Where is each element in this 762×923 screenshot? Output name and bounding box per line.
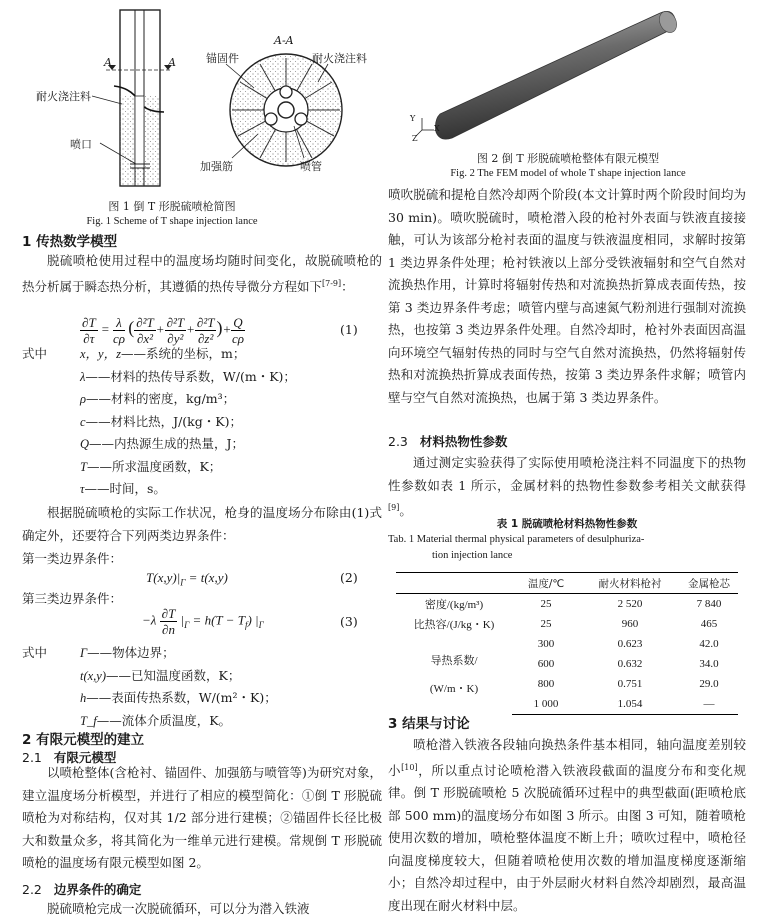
fig1-refractory2-label: 耐火浇注料 <box>312 52 367 65</box>
fig2-axis-x: X <box>434 124 440 133</box>
subsection-2-2-heading: 2.2 边界条件的确定 <box>22 882 142 897</box>
where-label-2: 式中 <box>22 645 48 660</box>
definition-item: ρ——材料的密度，kg/m³； <box>80 391 236 406</box>
table-row: 导热系数/ (W/m・K) 300 0.623 42.0 <box>396 634 738 654</box>
bc1-label: 第一类边界条件： <box>22 551 123 566</box>
table-row: 600 0.632 34.0 <box>537 658 719 670</box>
table-row: 800 0.751 29.0 <box>537 678 719 690</box>
definition-item: T——所求温度函数，K； <box>80 458 222 474</box>
definition-item: τ——时间，s。 <box>80 481 166 496</box>
fig1-rib-label: 加强筋 <box>200 160 233 173</box>
table-row: 密度/(kg/m³) 25 2 520 7 840 <box>424 598 722 611</box>
fig1-section-title: A-A <box>274 34 294 47</box>
subsection-2-2-paragraph-start: 脱硫喷枪完成一次脱硫循环，可以分为潜入铁液 <box>47 901 310 916</box>
subsection-2-3-paragraph: 通过测定实验获得了实际使用喷枪浇注料不同温度下的热物性参数如表 1 所示，金属材料的热物性参数参考相关文献获得[9]。 <box>388 455 746 519</box>
fig1-anchor-label: 锚固件 <box>206 52 239 65</box>
definition-item: c——材料比热，J/(kg・K)； <box>80 413 242 429</box>
definition-item: h——表面传热系数，W/(m²・K)； <box>80 690 277 705</box>
symbol-definitions-2 <box>80 642 380 732</box>
table-1-title-en-2: tion injection lance <box>432 550 513 561</box>
equation-2-number: (2) <box>340 570 358 585</box>
subsection-2-3-heading: 2.3 材料热物性参数 <box>388 434 508 449</box>
table-row: 1 000 1.054 — <box>396 694 738 715</box>
definition-item: t(x,y)——已知温度函数，K； <box>80 667 241 683</box>
equation-2: $T(x,y)|_\Gamma = t(x,y)$ <box>146 570 228 588</box>
table-1-title-en-1: Tab. 1 Material thermal physical parameters of desulphuriza- <box>388 534 645 545</box>
definition-item: λ——材料的热传导系数，W/(m・K)； <box>80 368 296 384</box>
fig2-caption-cn: 图 2 倒 T 形脱硫喷枪整体有限元模型 <box>476 152 660 165</box>
fig1-caption-en: Fig. 1 Scheme of T shape injection lance <box>86 216 258 227</box>
table-row: 比热容/(J/kg・K) 25 960 465 <box>413 618 718 631</box>
subsection-2-1-paragraph: 以喷枪整体(含枪衬、锚固件、加强筋与喷管等)为研究对象，建立温度场分析模型，并进行了相应的模型简化：①倒 T 形脱硫喷枪为对称结构，仅对其 1/2 部分进行建模；②锚固件长径比极大和数量众多，将其简化为一维单元进行建模。常规倒 T 形脱硫喷枪的温度场有限元模型如图 2。 <box>22 765 382 870</box>
table-1-title-cn: 表 1 脱硫喷枪材料热物性参数 <box>496 518 638 530</box>
figure-2 <box>388 2 748 192</box>
boundary-intro-paragraph: 根据脱硫喷枪的实际工作状况，枪身的温度场分布除由(1)式确定外，还要符合下列两类边界条件： <box>22 505 382 543</box>
fig1-tube-label: 喷管 <box>300 160 322 173</box>
definition-item: Γ——物体边界； <box>80 645 175 660</box>
table-header-row: 温度/℃ 耐火材料枪衬 金属枪芯 <box>396 573 738 594</box>
section-3-heading: 3 结果与讨论 <box>388 716 470 732</box>
definition-item: x，y，z——系统的坐标，m； <box>80 346 246 361</box>
equation-3-number: (3) <box>340 614 358 629</box>
fig1-a-bottom-label: A <box>168 56 176 69</box>
symbol-definitions-1 <box>80 343 380 501</box>
section-1-text: 脱硫喷枪使用过程中的温度场均随时间变化，故脱硫喷枪的热分析属于瞬态热分析，其遵循的热传导微分方程如下 <box>22 253 382 294</box>
equation-1: $\frac{\partial T}{\partial\tau}$ = $\frac{\lambda}{c\rho}$ ( $\frac{\text{∂²T}}{\text{∂x²}}$ + $\frac{\text{∂²T}}{\text{∂y²}}$ + $\frac{\text{∂²T}}{\text{∂z²}}$ )+ $\frac{Q}{c\rho}$ <box>82 315 244 346</box>
fig1-a-top-label: A <box>104 56 112 69</box>
fig2-axis-z: Z <box>412 134 418 143</box>
section-1-heading: 1 传热数学模型 <box>22 234 118 250</box>
equation-3: −λ $\frac{\partial T}{\partial n}$ $|_\Gamma = h(T - T_f)$ $|_\Gamma$ <box>142 606 264 637</box>
section-2-heading: 2 有限元模型的建立 <box>22 732 145 748</box>
equation-1-number: (1) <box>340 322 358 337</box>
table-1 <box>396 572 738 715</box>
figure-2-drawing <box>388 2 748 152</box>
bc3-label: 第三类边界条件： <box>22 591 123 606</box>
conductivity-label-cell: 导热系数/ (W/m・K) <box>429 655 479 696</box>
fig1-refractory-label: 耐火浇注料 <box>36 90 91 103</box>
section-3-paragraph: 喷枪潜入铁液各段轴向换热条件基本相同，轴向温度差别较小[10]，所以重点讨论喷枪潜入铁液段截面的温度分布和变化规律。倒 T 形脱硫喷枪 5 次脱硫循环过程中的典型截面(距喷枪底部 500 mm)的温度场分布如图 3 所示。由图 3 可知，随着喷枪使用次数的增加，喷枪整体温度不断上升；喷吹过程中，喷枪径向温度梯度较大，但随着喷枪使用次数的增加温度梯度逐渐缩小；自然冷却过程中，由于外层耐火材料自然冷却剧烈，最高温度出现在耐火材料中层。 <box>388 737 746 913</box>
section-1-paragraph <box>22 250 382 298</box>
definition-item: Q——内热源生成的热量，J； <box>80 436 245 451</box>
subsection-2-1-heading: 2.1 有限元模型 <box>22 750 117 765</box>
fig2-axis-y: Y <box>410 114 416 123</box>
fig1-caption-cn: 图 1 倒 T 形脱硫喷枪简图 <box>108 200 236 213</box>
fig1-nozzle-label: 喷口 <box>70 138 92 151</box>
subsection-2-2-paragraph-cont: 喷吹脱硫和提枪自然冷却两个阶段(本文计算时两个阶段时间均为 30 min)。喷吹脱硫时，喷枪潜入段的枪衬外表面与铁液直接接触，可认为该部分枪衬表面的温度与铁液温度相同，求解时按第 1 类边界条件处理；枪衬铁液以上部分受铁液辐射和空气自然对流换热作用，计算时将辐射传热和对流换热折算成表面传热，按第 3 类边界条件考虑；喷管内壁与高速氮气粉剂进行强制对流换热，也按第 3 类边界条件处理。自然冷却时，枪衬外表面因高温向环境空气辐射传热的同时与空气自然对流换热，仍然将辐射传热和对流换热折算成表面传热，按第 3 类边界条件求解；喷管内壁与空气自然对流换热，也属于第 3 类边界条件。 <box>388 187 746 405</box>
section-1-tail: ： <box>341 278 354 294</box>
section-1-ref: [7-9] <box>322 278 342 288</box>
fig2-caption-en: Fig. 2 The FEM model of whole T shape injection lance <box>450 168 686 179</box>
definition-item: T_f——流体介质温度，K。 <box>80 712 232 728</box>
figure-1 <box>22 8 384 233</box>
where-label-1: 式中 <box>22 346 48 361</box>
